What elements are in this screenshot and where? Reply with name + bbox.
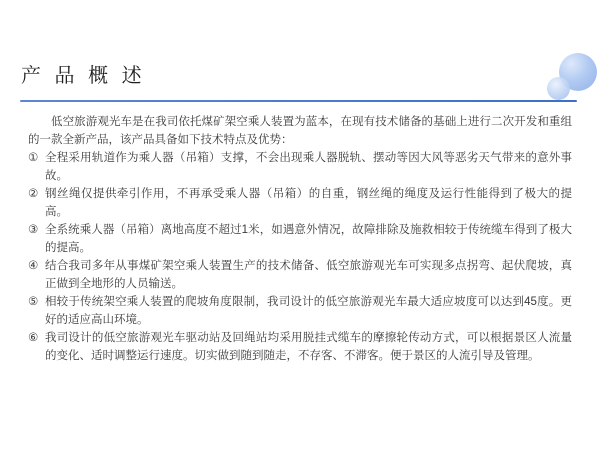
- list-item-text: 相较于传统架空乘人装置的爬坡角度限制，我司设计的低空旅游观光车最大适应坡度可以达到45度。更好的适应高山环境。: [45, 296, 572, 326]
- list-item-number: ①: [28, 152, 39, 164]
- list-item: [28, 329, 572, 365]
- list-item-text: 结合我司多年从事煤矿架空乘人装置生产的技术储备、低空旅游观光车可实现多点拐弯、起伏爬坡，真正做到全地形的人员输送。: [45, 260, 572, 290]
- list-item-number: ⑤: [28, 296, 39, 308]
- list-item: [28, 221, 572, 257]
- list-item-text: 我司设计的低空旅游观光车驱动站及回绳站均采用脱挂式缆车的摩擦轮传动方式，可以根据景区人流量的变化、适时调整运行速度。切实做到随到随走，不存客、不滞客。便于景区的人流引导及管理。: [45, 332, 572, 362]
- decorative-circle-small: [547, 77, 570, 100]
- list-item: [28, 257, 572, 293]
- intro-paragraph: 低空旅游观光车是在我司依托煤矿架空乘人装置为蓝本，在现有技术储备的基础上进行二次开发和重组的一款全新产品，该产品具备如下技术特点及优势：: [28, 116, 572, 146]
- page-title: 产 品 概 述: [21, 65, 146, 87]
- list-item: [28, 185, 572, 221]
- list-item-text: 全系统乘人器（吊箱）离地高度不超过1米，如遇意外情况，故障排除及施救相较于传统缆车得到了极大的提高。: [45, 224, 572, 254]
- list-item-number: ④: [28, 260, 39, 272]
- list-item-text: 全程采用轨道作为乘人器（吊箱）支撑，不会出现乘人器脱轨、摆动等因大风等恶劣天气带来的意外事故。: [45, 152, 572, 182]
- list-item-text: 钢丝绳仅提供牵引作用，不再承受乘人器（吊箱）的自重，钢丝绳的绳度及运行性能得到了极大的提高。: [45, 188, 572, 218]
- list-item: [28, 149, 572, 185]
- list-item: [28, 293, 572, 329]
- body-text-block: [28, 113, 572, 365]
- list-item-number: ③: [28, 224, 39, 236]
- list-item-number: ⑥: [28, 332, 39, 344]
- list-item-number: ②: [28, 188, 39, 200]
- title-underline-rule: [20, 100, 577, 102]
